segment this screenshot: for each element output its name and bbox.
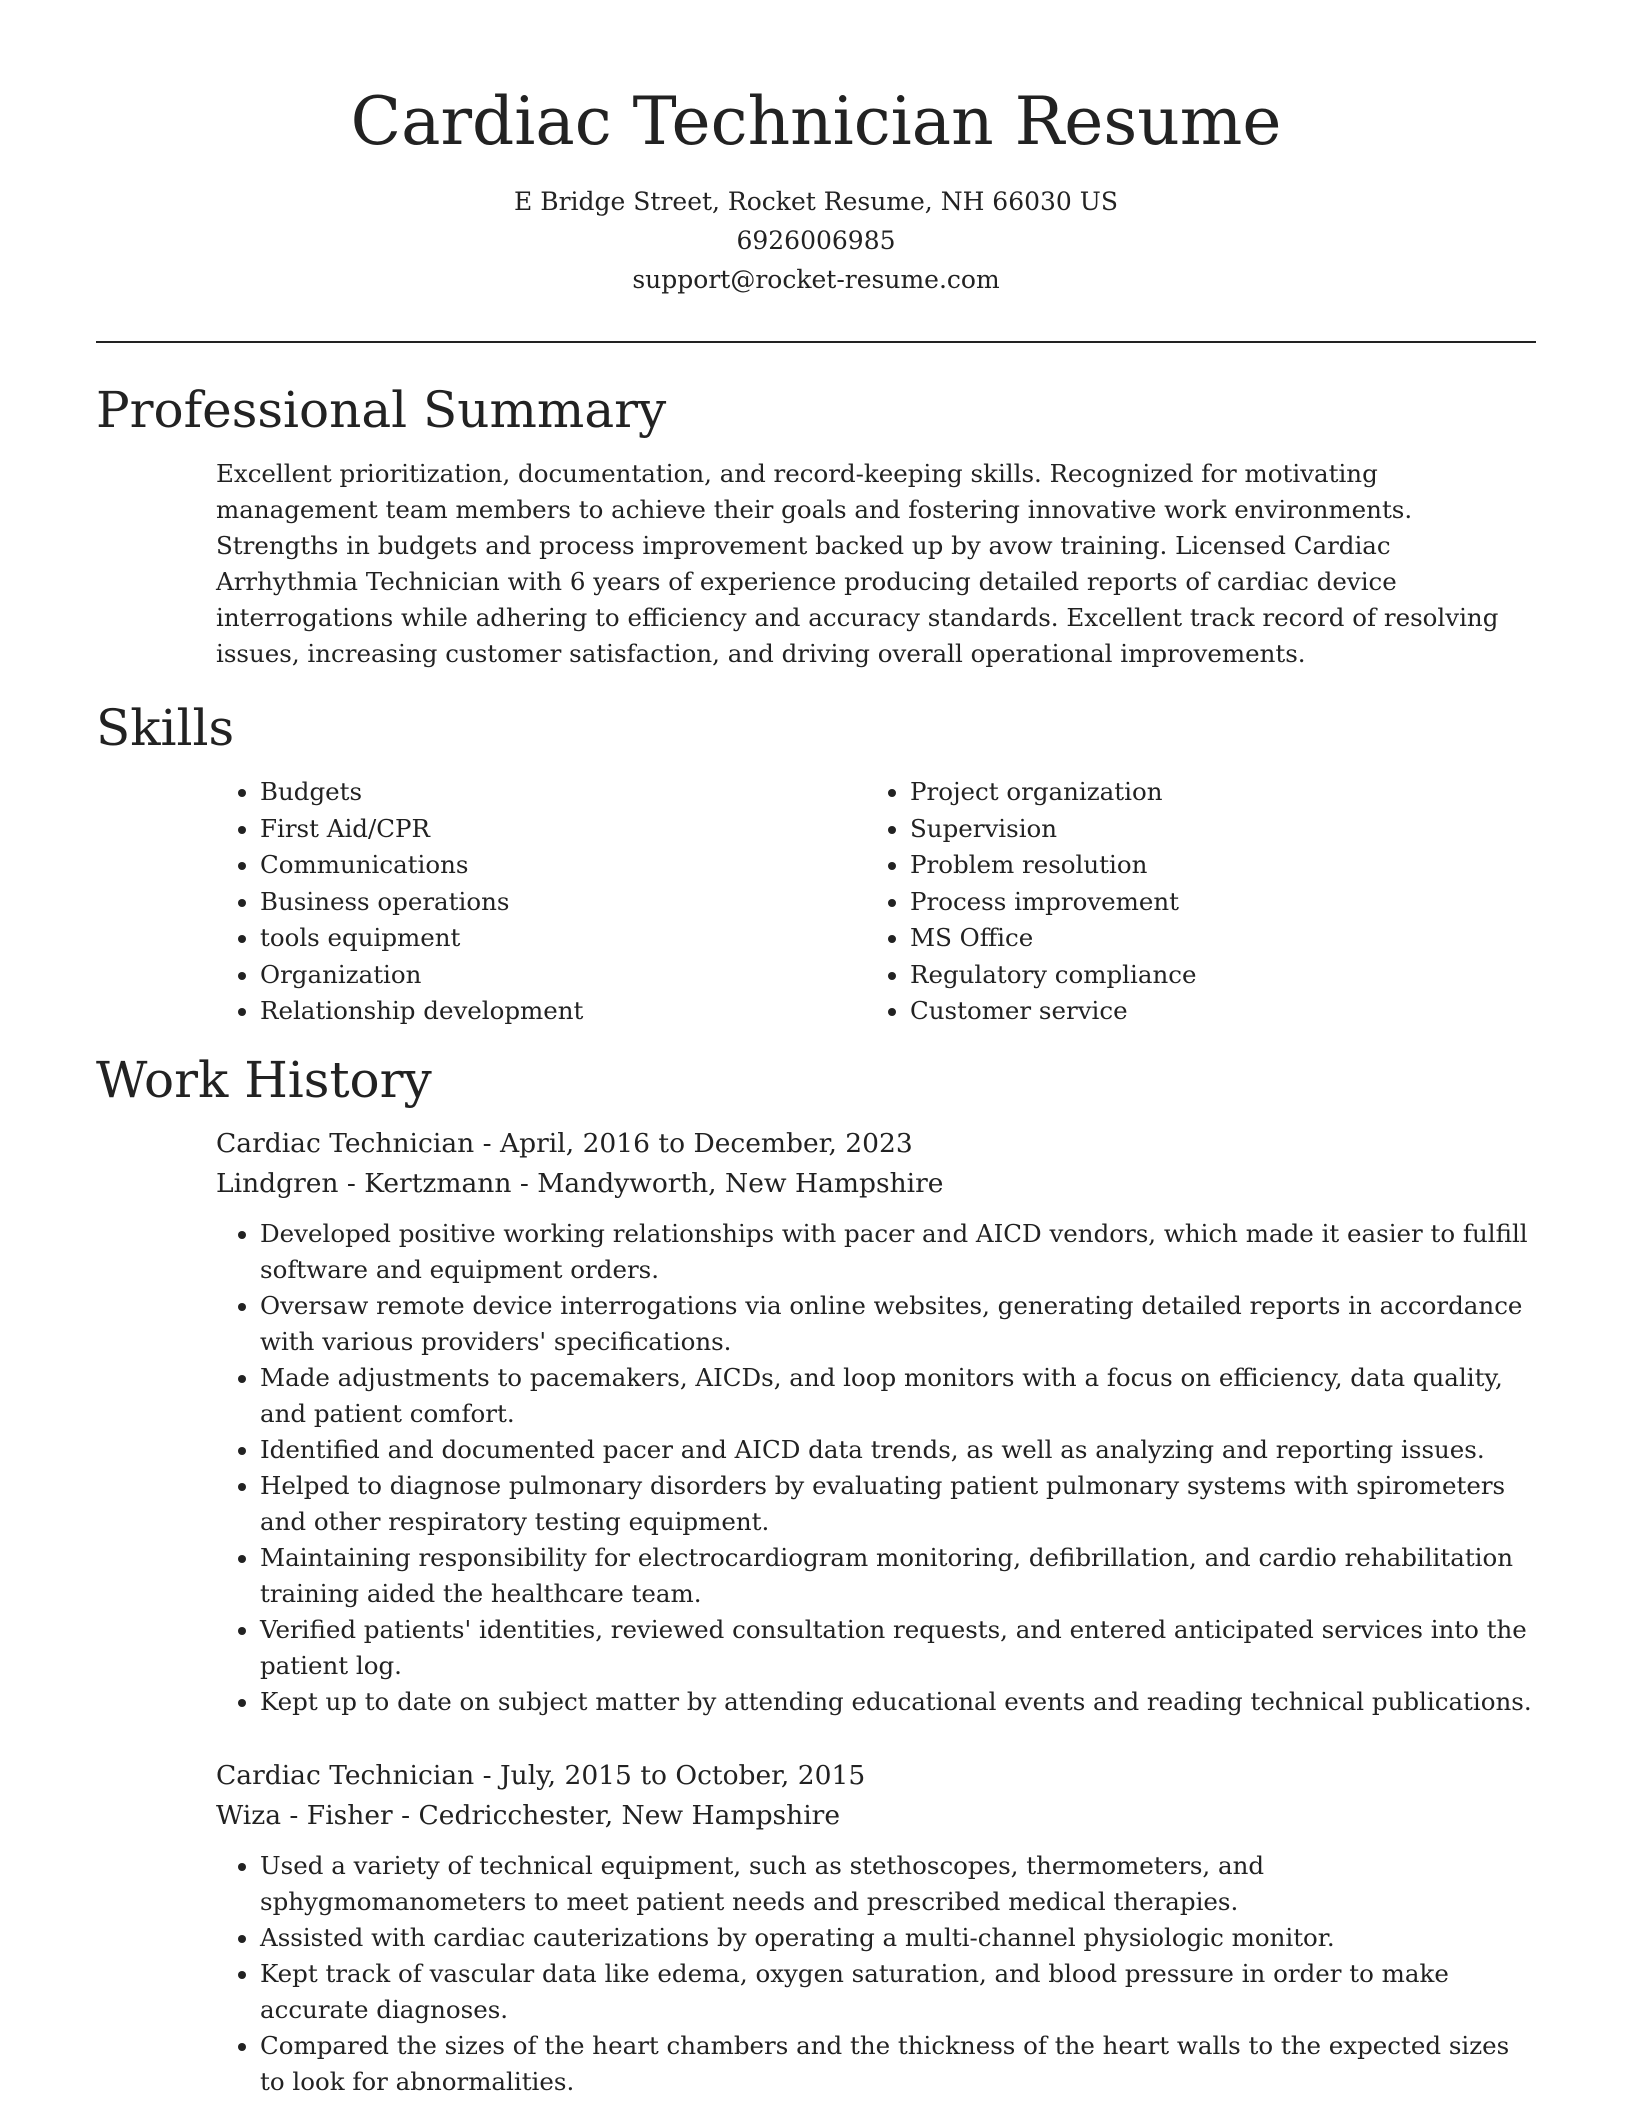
job-bullet: • Oversaw remote device interrogations via online websites, generating detailed reports in accordance with various providers' specifications. — [260, 1288, 1536, 1360]
job-bullets — [216, 1216, 1536, 1720]
section-title-summary: Professional Summary — [96, 381, 667, 439]
job-title-line: Cardiac Technician - July, 2015 to October, 2015 — [216, 1759, 866, 1791]
job-company: Lindgren - Kertzmann — [216, 1167, 512, 1199]
job-bullet: • Maintaining responsibility for electrocardiogram monitoring, defibrillation, and cardio rehabilitation training aided the healthcare team. — [260, 1540, 1536, 1612]
job-bullet: • Used a variety of technical equipment, such as stethoscopes, thermometers, and sphygmomanometers to meet patient needs and prescribed medical therapies. — [260, 1848, 1536, 1920]
skill-item: • Problem resolution — [910, 847, 1196, 884]
skill-item: • Budgets — [260, 774, 866, 811]
job-company: Wiza - Fisher — [216, 1799, 393, 1831]
job-entry — [216, 1756, 1536, 2100]
skills-column-left — [216, 774, 866, 1030]
job-bullets — [216, 1848, 1536, 2100]
job-title: Cardiac Technician — [216, 1759, 475, 1791]
job-bullet: • Kept up to date on subject matter by attending educational events and reading technical publications. — [260, 1684, 1536, 1720]
phone: 6926006985 — [736, 225, 896, 255]
resume-header — [0, 0, 1632, 299]
job-bullet: • Identified and documented pacer and AICD data trends, as well as analyzing and reporting issues. — [260, 1432, 1536, 1468]
job-bullet: • Verified patients' identities, reviewed consultation requests, and entered anticipated services into the patient log. — [260, 1612, 1536, 1684]
summary-section — [96, 380, 1536, 672]
summary-text: Excellent prioritization, documentation, and record-keeping skills. Recognized for motivating management team members to achieve their goals and fostering innovative work environments. Strengths in budgets and process improvement backed up by avow training. Licensed Cardiac Arrhythmia Technician with 6 years of experience producing detailed reports of cardiac device interrogations while adhering to efficiency and accuracy standards. Excellent track record of resolving issues, increasing customer satisfaction, and driving overall operational improvements. — [216, 459, 1499, 668]
section-title-skills: Skills — [96, 699, 235, 757]
skill-item: • MS Office — [910, 920, 1196, 957]
skill-item: • Customer service — [910, 993, 1196, 1030]
job-bullet: • Assisted with cardiac cauterizations by operating a multi-channel physiologic monitor. — [260, 1920, 1536, 1956]
job-entry — [216, 1124, 1536, 1720]
skill-item: • Process improvement — [910, 884, 1196, 921]
job-title-line: Cardiac Technician - April, 2016 to December, 2023 — [216, 1127, 913, 1159]
section-title-work-history: Work History — [96, 1050, 432, 1109]
job-company-line: Wiza - Fisher - Cedricchester, New Hampshire — [216, 1799, 841, 1831]
skill-item: • Regulatory compliance — [910, 957, 1196, 994]
job-dates: July, 2015 to October, 2015 — [500, 1759, 866, 1791]
work-history-section — [96, 1050, 1536, 2100]
skill-item: • Organization — [260, 957, 866, 994]
skills-section — [96, 698, 1536, 1030]
resume-title: Cardiac Technician Resume — [350, 83, 1282, 160]
job-bullet: • Developed positive working relationships with pacer and AICD vendors, which made it easier to fulfill software and equipment orders. — [260, 1216, 1536, 1288]
email: support@rocket-resume.com — [632, 264, 1000, 294]
job-dates: April, 2016 to December, 2023 — [500, 1127, 913, 1159]
contact-info — [0, 182, 1632, 299]
job-bullet: • Made adjustments to pacemakers, AICDs, and loop monitors with a focus on efficiency, data quality, and patient comfort. — [260, 1360, 1536, 1432]
job-bullet: • Kept track of vascular data like edema, oxygen saturation, and blood pressure in order to make accurate diagnoses. — [260, 1956, 1536, 2028]
resume-content — [96, 380, 1536, 2100]
job-location: Cedricchester, New Hampshire — [418, 1799, 841, 1831]
address: E Bridge Street, Rocket Resume, NH 66030 US — [514, 186, 1118, 216]
header-divider — [96, 341, 1536, 343]
job-bullet: • Helped to diagnose pulmonary disorders by evaluating patient pulmonary systems with spirometers and other respiratory testing equipment. — [260, 1468, 1536, 1540]
skill-item: • First Aid/CPR — [260, 811, 866, 848]
job-title: Cardiac Technician — [216, 1127, 475, 1159]
skill-item: • Supervision — [910, 811, 1196, 848]
skill-item: • Communications — [260, 847, 866, 884]
job-bullet: • Compared the sizes of the heart chambers and the thickness of the heart walls to the expected sizes to look for abnormalities. — [260, 2028, 1536, 2100]
skill-item: • Business operations — [260, 884, 866, 921]
skill-item: • Relationship development — [260, 993, 866, 1030]
skill-item: • tools equipment — [260, 920, 866, 957]
skills-column-right — [866, 774, 1196, 1030]
job-location: Mandyworth, New Hampshire — [537, 1167, 944, 1199]
skill-item: • Project organization — [910, 774, 1196, 811]
job-company-line: Lindgren - Kertzmann - Mandyworth, New Hampshire — [216, 1167, 944, 1199]
skills-list — [216, 774, 1536, 1030]
